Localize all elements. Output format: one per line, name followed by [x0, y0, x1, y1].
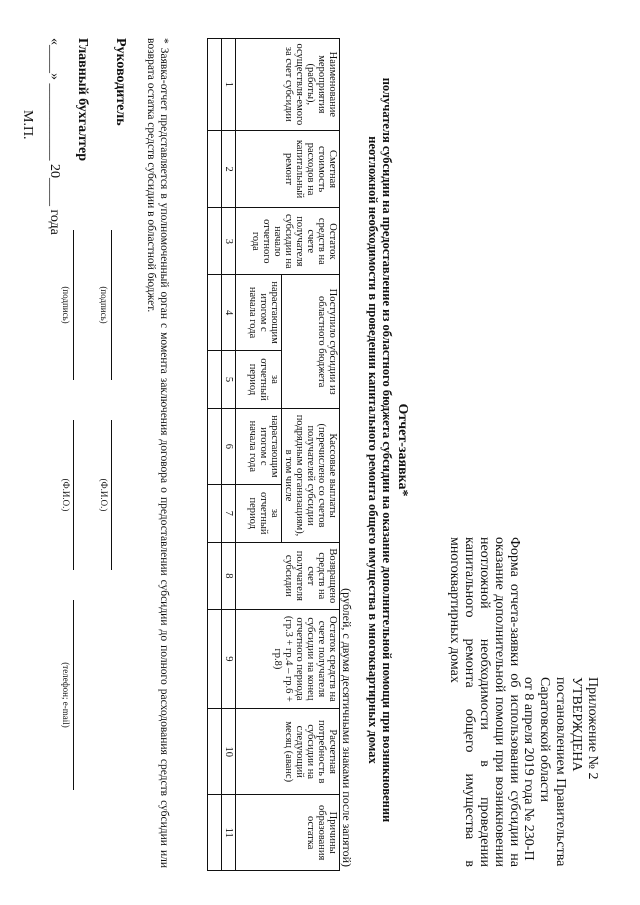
head-sign-line [111, 230, 112, 380]
appendix-block [520, 677, 600, 867]
head-sign-caption: (подпись) [99, 286, 109, 324]
header-received-period: за отчетный период [236, 350, 282, 408]
header-need: Расчетная потребность в субсидии на следующий месяц (аванс) [236, 709, 340, 795]
header-returned: Возвращено средств на счет получателя субсидии [236, 542, 340, 609]
head-name-caption: (Ф.И.О.) [99, 478, 109, 512]
footnote: * Заявка-отчет представляется в уполномоченный орган с момента заключения договора о предоставлении субсидии до полного расходования средств субсидии или возврата остатка средств субсидии в областной бюджет. [145, 38, 170, 868]
main-title: Отчет-заявка* [395, 403, 410, 497]
empty-row [208, 39, 222, 871]
date-field: «____» ___________ 20____ года [47, 38, 62, 235]
col-num-10: 10 [222, 709, 236, 795]
head-name-line [111, 420, 112, 570]
header-cash-cum: нарастающим итогом с начала года [236, 409, 282, 485]
phone-caption: (телефон; e-mail) [61, 662, 71, 728]
form-title: Форма отчета-заявки об использовании субсидии на оказание дополнительной помощи при возникновении неотложной необходимости в проведении капитального ремонта общего имущества в многоквартирных домах [447, 537, 522, 867]
approved-line-1: постановлением Правительства [553, 677, 568, 867]
header-balance-end: Остаток средств на счете получателя субсидии на конец отчетного периода (гр.3 + гр.4 – гр.6 + гр.8) [236, 609, 340, 708]
head-label: Руководитель [113, 38, 128, 126]
header-received: Поступило субсидии из областного бюджета [282, 275, 340, 409]
accountant-name-line [73, 420, 74, 570]
accountant-sign-line [73, 230, 74, 380]
approved-line-2: Саратовской области [537, 677, 552, 802]
col-num-11: 11 [222, 795, 236, 871]
header-cash: Кассовые выплаты (перечислено со счетов получателей субсидии подрядным организациям), в том числе [282, 409, 340, 543]
accountant-label: Главный бухгалтер [75, 38, 90, 161]
col-num-1: 1 [222, 39, 236, 131]
col-num-2: 2 [222, 130, 236, 208]
col-num-8: 8 [222, 542, 236, 609]
col-num-7: 7 [222, 484, 236, 542]
col-num-3: 3 [222, 208, 236, 275]
col-num-5: 5 [222, 350, 236, 408]
accountant-sign-caption: (подпись) [61, 286, 71, 324]
header-cost: Сметная стоимость расходов на капитальный ремонт [236, 130, 340, 208]
phone-line [73, 600, 74, 790]
stamp-mark: М.П. [20, 110, 35, 140]
report-table [207, 38, 340, 871]
header-reasons: Причины образования остатка [236, 795, 340, 871]
header-received-cum: нарастающим итогом с начала года [236, 275, 282, 351]
approved-line-3: от 8 апреля 2019 года № 230-П [521, 677, 536, 861]
approved-label: УТВЕРЖДЕНА [569, 677, 584, 772]
header-balance-start: Остаток средств на счете получателя субсидии на начало отчетного года [236, 208, 340, 275]
accountant-name-caption: (Ф.И.О.) [61, 478, 71, 512]
units-note: (рублей, с двумя десятичными знаками после запятой) [340, 588, 354, 867]
col-num-9: 9 [222, 609, 236, 708]
header-cash-period: за отчетный период [236, 484, 282, 542]
subtitle: получателя субсидии на предоставление из областного бюджета субсидии на оказание дополнительной помощи при возникновении неотложной необходимости в проведении капитального ремонта общего имущества в многоквартирных домах [366, 77, 394, 823]
col-num-4: 4 [222, 275, 236, 351]
header-name: Наименование мероприятия (работы), осуществля-емого за счет субсидии [236, 39, 340, 131]
appendix-number: Приложение № 2 [585, 677, 600, 780]
col-num-6: 6 [222, 409, 236, 485]
